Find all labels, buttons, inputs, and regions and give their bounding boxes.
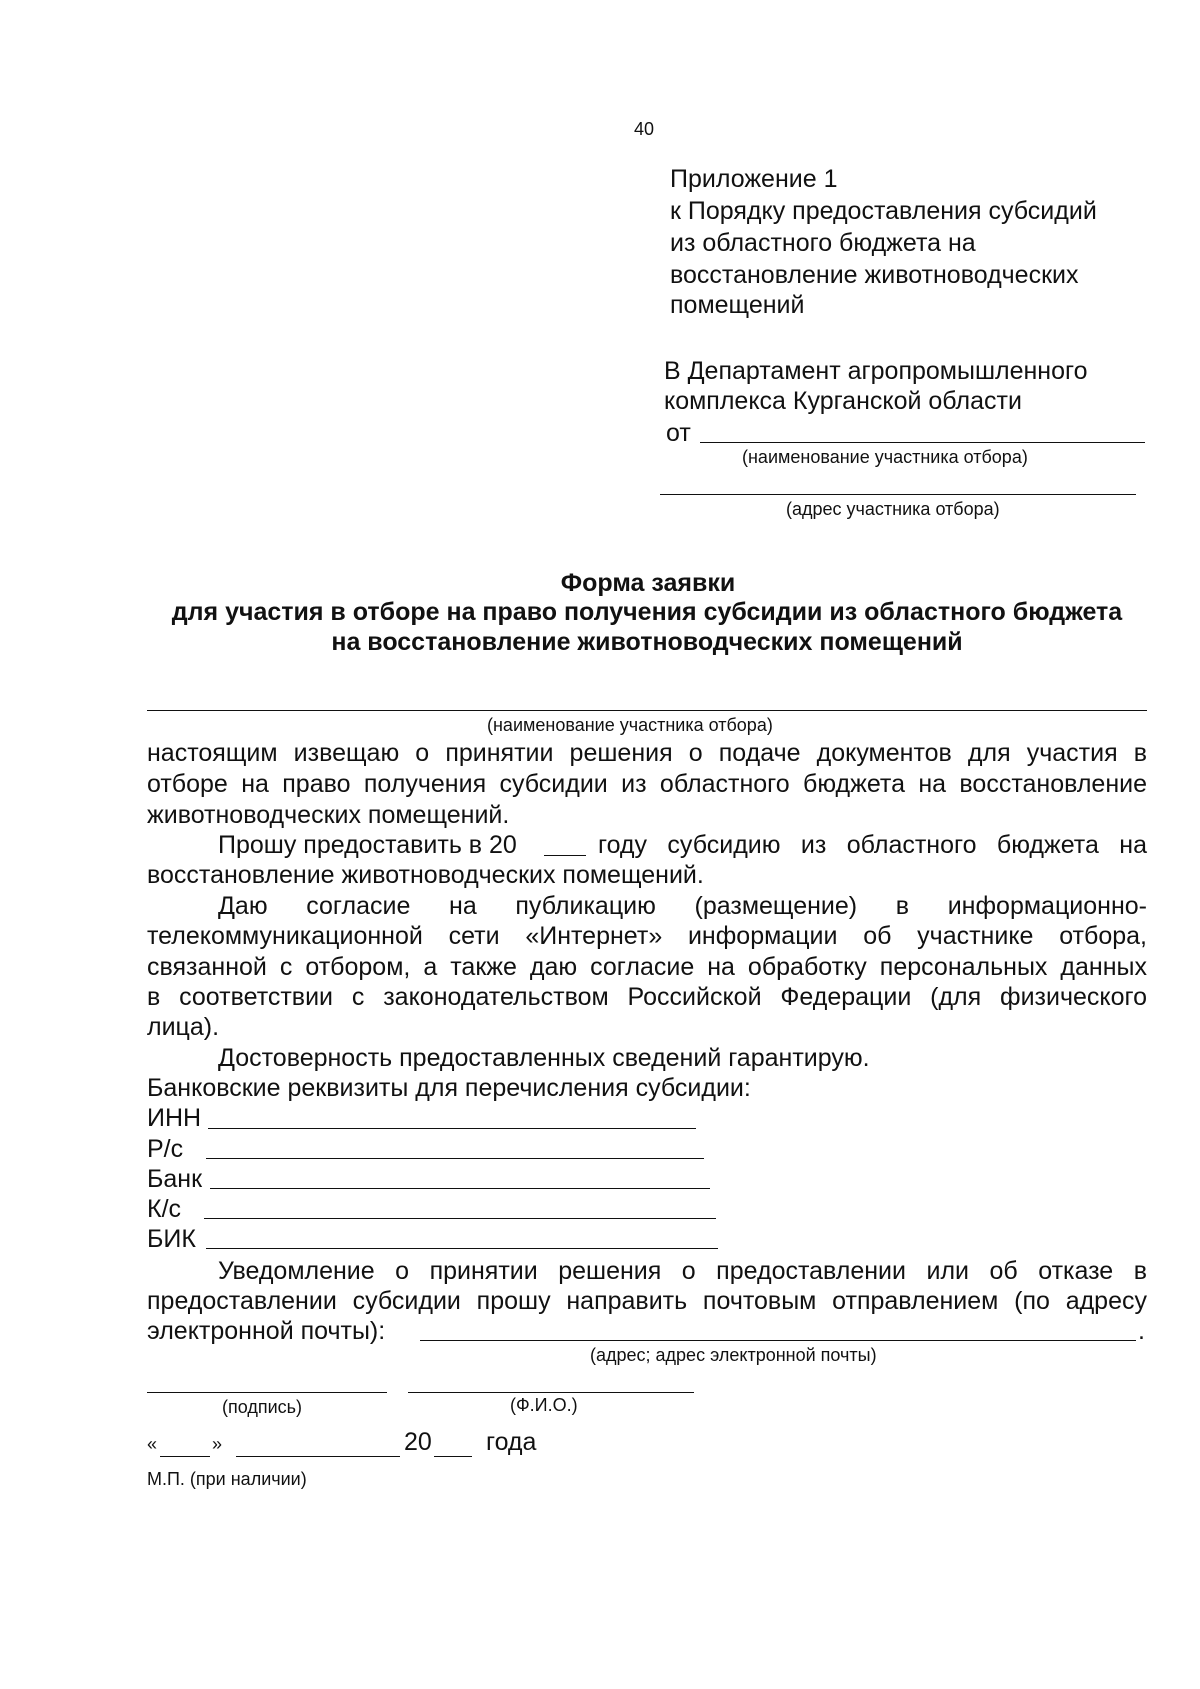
body-line: Достоверность предоставленных сведений гарантирую.	[218, 1044, 870, 1072]
body-line: Даю согласие на публикацию (размещение) в информационно-	[218, 892, 1147, 920]
year-suffix: года	[486, 1428, 537, 1456]
full-name-line[interactable]	[408, 1392, 694, 1393]
applicant-caption: (наименование участника отбора)	[487, 715, 773, 735]
body-line: лица).	[147, 1013, 220, 1041]
form-title: Форма заявки	[560, 569, 736, 597]
applicant-address-line[interactable]	[660, 494, 1136, 495]
year-blank[interactable]	[544, 855, 586, 856]
body-line: восстановление животноводческих помещений.	[147, 861, 704, 889]
month-field[interactable]	[236, 1456, 400, 1457]
applicant-address-caption: (адрес участника отбора)	[786, 499, 1000, 519]
body-line: Прошу предоставить в 20	[218, 831, 517, 859]
bank-field-label: БИК	[147, 1225, 196, 1253]
bank-name-field[interactable]	[210, 1188, 710, 1189]
bank-field-label: К/с	[147, 1195, 182, 1223]
year-field[interactable]	[434, 1456, 472, 1457]
appendix-line: восстановление животноводческих	[670, 261, 1079, 289]
appendix-line: к Порядку предоставления субсидий	[670, 197, 1097, 225]
correspondent-account-field[interactable]	[204, 1218, 716, 1219]
email-caption: (адрес; адрес электронной почты)	[590, 1345, 877, 1365]
body-line: году субсидию из областного бюджета на	[598, 831, 1147, 859]
applicant-name-line[interactable]	[700, 442, 1145, 443]
addressee-line: В Департамент агропромышленного	[664, 357, 1088, 385]
stamp-note: М.П. (при наличии)	[147, 1469, 307, 1489]
body-line: в соответствии с законодательством Российской Федерации (для физического	[147, 983, 1147, 1011]
form-subtitle: для участия в отборе на право получения субсидии из областного бюджета	[171, 598, 1123, 626]
day-field[interactable]	[160, 1456, 210, 1457]
bank-field-label: Р/с	[147, 1135, 184, 1163]
inn-field[interactable]	[208, 1128, 696, 1129]
body-line: связанной с отбором, а также даю согласие на обработку персональных данных	[147, 953, 1147, 981]
page-number: 40	[634, 119, 655, 139]
account-field[interactable]	[206, 1158, 704, 1159]
bank-field-label: ИНН	[147, 1104, 202, 1132]
year-prefix: 20	[404, 1428, 432, 1456]
signature-line[interactable]	[147, 1392, 387, 1393]
email-period: .	[1138, 1317, 1145, 1345]
appendix-line: из областного бюджета на	[670, 229, 976, 257]
addressee-line: комплекса Курганской области	[664, 387, 1022, 415]
full-name-caption: (Ф.И.О.)	[510, 1395, 578, 1415]
applicant-name-caption: (наименование участника отбора)	[742, 447, 1028, 467]
date-open-quote: «	[147, 1434, 158, 1454]
email-field[interactable]	[420, 1340, 1136, 1341]
signature-caption: (подпись)	[222, 1397, 303, 1417]
bank-heading: Банковские реквизиты для перечисления субсидии:	[147, 1074, 751, 1102]
email-label: электронной почты):	[147, 1317, 386, 1345]
body-line: настоящим извещаю о принятии решения о подаче документов для участия в	[147, 739, 1147, 767]
from-label: от	[666, 419, 691, 447]
appendix-line: помещений	[670, 291, 805, 319]
notice-line: предоставлении субсидии прошу направить почтовым отправлением (по адресу	[147, 1287, 1147, 1315]
appendix-title: Приложение 1	[670, 165, 838, 193]
body-line: телекоммуникационной сети «Интернет» информации об участнике отбора,	[147, 922, 1147, 950]
notice-line: Уведомление о принятии решения о предоставлении или об отказе в	[218, 1257, 1147, 1285]
date-close-quote: »	[212, 1434, 223, 1454]
body-line: отборе на право получения субсидии из областного бюджета на восстановление	[147, 770, 1147, 798]
bik-field[interactable]	[206, 1248, 718, 1249]
form-subtitle: на восстановление животноводческих помещений	[331, 628, 963, 656]
bank-field-label: Банк	[147, 1165, 203, 1193]
applicant-line[interactable]	[147, 710, 1147, 711]
body-line: животноводческих помещений.	[147, 801, 510, 829]
